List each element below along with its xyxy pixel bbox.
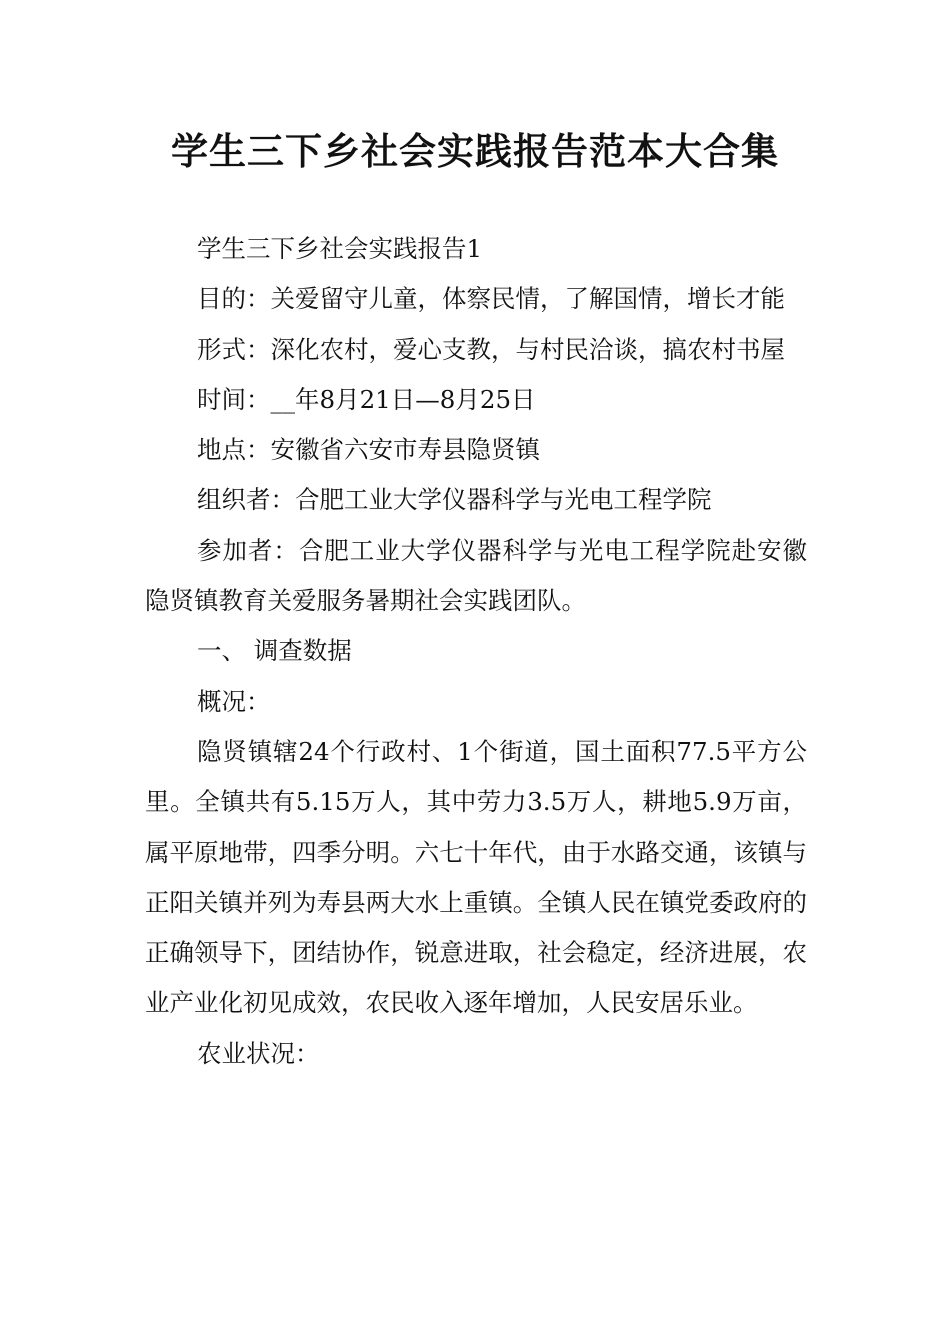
location-paragraph: 地点：安徽省六安市寿县隐贤镇	[197, 435, 540, 465]
organizer-paragraph: 组织者：合肥工业大学仪器科学与光电工程学院	[197, 485, 712, 515]
document-body	[145, 224, 807, 1079]
time-paragraph: 时间：__年8月21日—8月25日	[197, 384, 536, 414]
agriculture-label: 农业状况：	[197, 1038, 320, 1068]
section-heading-survey-data: 一、 调查数据	[197, 636, 352, 666]
report-heading: 学生三下乡社会实践报告1	[197, 234, 483, 263]
participants-paragraph: 参加者：合肥工业大学仪器科学与光电工程学院赴安徽隐贤镇教育关爱服务暑期社会实践团队。	[145, 535, 807, 616]
overview-label: 概况：	[197, 686, 271, 716]
overview-paragraph: 隐贤镇辖24个行政村、1个街道，国土面积77.5平方公里。全镇共有5.15万人，其中劳力3.5万人，耕地5.9万亩，属平原地带，四季分明。六七十年代，由于水路交通，该镇与正阳关镇并列为寿县两大水上重镇。全镇人民在镇党委政府的正确领导下，团结协作，锐意进取，社会稳定，经济进展，农业产业化初见成效，农民收入逐年增加，人民安居乐业。	[145, 736, 807, 1018]
document-title: 学生三下乡社会实践报告范本大合集	[171, 130, 779, 173]
form-paragraph: 形式：深化农村，爱心支教，与村民洽谈，搞农村书屋	[197, 334, 785, 364]
purpose-paragraph: 目的：关爱留守儿童，体察民情，了解国情，增长才能	[197, 284, 785, 314]
